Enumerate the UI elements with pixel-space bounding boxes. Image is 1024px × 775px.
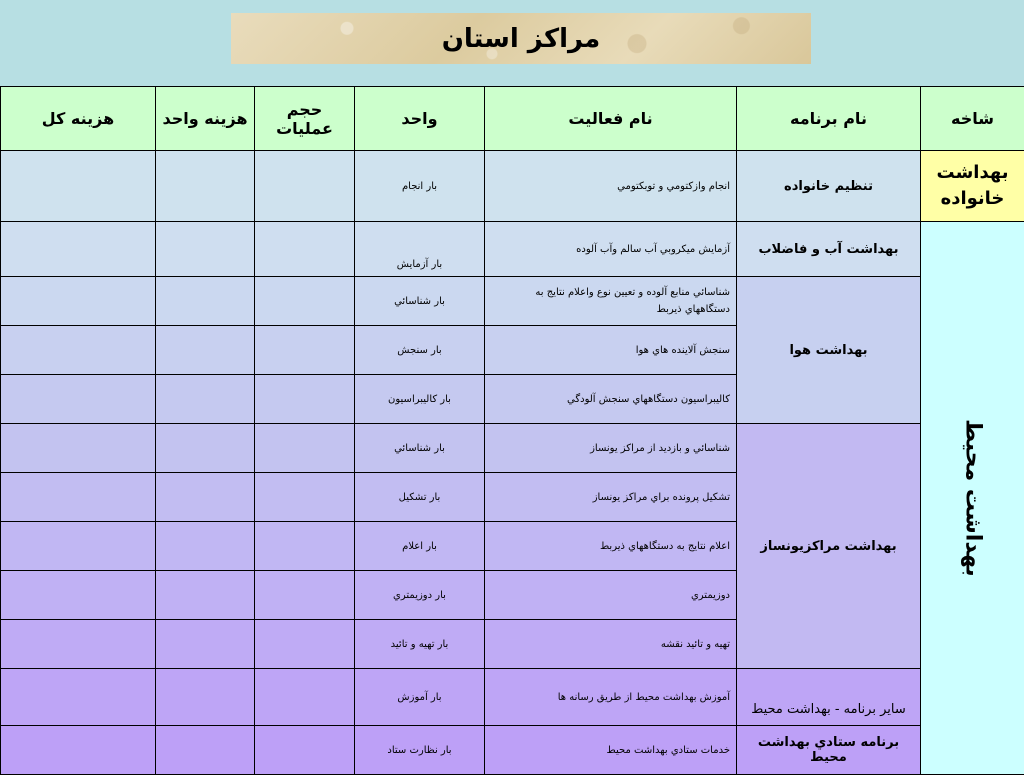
- activity-cell: خدمات ستادي بهداشت محيط: [485, 726, 737, 775]
- col-program: نام برنامه: [737, 87, 921, 151]
- branch-environment: [921, 222, 1024, 775]
- unit-cost-cell[interactable]: [156, 326, 255, 375]
- unit-cost-cell[interactable]: [156, 375, 255, 424]
- col-branch: شاخه: [921, 87, 1024, 151]
- header-row: [1, 87, 1024, 151]
- activity-cell: اعلام نتايج به دستگاههاي ذيربط: [485, 522, 737, 571]
- activity-cell: تشکيل پرونده براي مراکز يونساز: [485, 473, 737, 522]
- unit-cost-cell[interactable]: [156, 669, 255, 726]
- volume-cell[interactable]: [255, 151, 355, 222]
- unit-cost-cell[interactable]: [156, 571, 255, 620]
- volume-cell[interactable]: [255, 424, 355, 473]
- unit-cost-cell[interactable]: [156, 726, 255, 775]
- unit-cost-cell[interactable]: [156, 277, 255, 326]
- unit-cell: بار نظارت ستاد: [355, 726, 485, 775]
- program-cell: برنامه ستادي بهداشت محيط: [737, 726, 921, 775]
- unit-cell: بار سنجش: [355, 326, 485, 375]
- total-cost-cell[interactable]: [1, 726, 156, 775]
- unit-cell: بار کاليبراسيون: [355, 375, 485, 424]
- volume-cell[interactable]: [255, 326, 355, 375]
- activity-cell: آزمايش ميکروبي آب سالم وآب آلوده: [485, 222, 737, 277]
- branch-family: بهداشت خانواده: [921, 151, 1024, 222]
- volume-cell[interactable]: [255, 522, 355, 571]
- activity-cell: کاليبراسيون دستگاههاي سنجش آلودگي: [485, 375, 737, 424]
- program-cell: بهداشت هوا: [737, 277, 921, 424]
- unit-cell: بار تهيه و تائيد: [355, 620, 485, 669]
- volume-cell[interactable]: [255, 571, 355, 620]
- unit-cell: بار انجام: [355, 151, 485, 222]
- table-row: [1, 726, 1024, 775]
- volume-cell[interactable]: [255, 620, 355, 669]
- activity-cell: انجام وازکتومي و توبکتومي: [485, 151, 737, 222]
- volume-cell[interactable]: [255, 375, 355, 424]
- unit-cell: بار دوزيمتري: [355, 571, 485, 620]
- total-cost-cell[interactable]: [1, 620, 156, 669]
- unit-cell: بار تشکيل: [355, 473, 485, 522]
- activity-cell: شناسائي منابع آلوده و تعيين نوع واعلام نتايج به دستگاههاي ذيربط: [485, 277, 737, 326]
- volume-cell[interactable]: [255, 277, 355, 326]
- unit-cost-cell[interactable]: [156, 522, 255, 571]
- activity-cell: شناسائي و بازديد از مراکز يونساز: [485, 424, 737, 473]
- unit-cell: بار شناسائي: [355, 424, 485, 473]
- unit-cost-cell[interactable]: [156, 222, 255, 277]
- total-cost-cell[interactable]: [1, 375, 156, 424]
- table-row: [1, 424, 1024, 473]
- total-cost-cell[interactable]: [1, 424, 156, 473]
- unit-cell: بار آموزش: [355, 669, 485, 726]
- col-unit-cost: هزينه واحد: [156, 87, 255, 151]
- table-row: [1, 151, 1024, 222]
- unit-cost-cell[interactable]: [156, 620, 255, 669]
- program-cell: بهداشت مراکزيونساز: [737, 424, 921, 669]
- branch-environment-label: بهداشت محيط: [960, 419, 985, 577]
- program-cell: بهداشت آب و فاضلاب: [737, 222, 921, 277]
- total-cost-cell[interactable]: [1, 277, 156, 326]
- unit-cell: بار شناسائي: [355, 277, 485, 326]
- table-row: [1, 222, 1024, 277]
- volume-cell[interactable]: [255, 726, 355, 775]
- unit-cell: بار آزمايش: [355, 222, 485, 277]
- unit-cost-cell[interactable]: [156, 473, 255, 522]
- title-banner: [231, 13, 811, 64]
- program-cell: تنظيم خانواده: [737, 151, 921, 222]
- activity-cell: سنجش آلاينده هاي هوا: [485, 326, 737, 375]
- total-cost-cell[interactable]: [1, 669, 156, 726]
- activity-cell: تهيه و تائيد نقشه: [485, 620, 737, 669]
- volume-cell[interactable]: [255, 222, 355, 277]
- activity-cell: آموزش بهداشت محيط از طريق رسانه ها: [485, 669, 737, 726]
- program-cell: ساير برنامه - بهداشت محيط: [737, 669, 921, 726]
- table-row: [1, 277, 1024, 326]
- activity-cell: دوزيمتري: [485, 571, 737, 620]
- col-unit: واحد: [355, 87, 485, 151]
- unit-cell: بار اعلام: [355, 522, 485, 571]
- total-cost-cell[interactable]: [1, 222, 156, 277]
- total-cost-cell[interactable]: [1, 571, 156, 620]
- table-row: [1, 669, 1024, 726]
- col-total-cost: هزينه کل: [1, 87, 156, 151]
- volume-cell[interactable]: [255, 669, 355, 726]
- page-title: مراکز استان: [442, 24, 601, 54]
- col-activity: نام فعاليت: [485, 87, 737, 151]
- unit-cost-cell[interactable]: [156, 151, 255, 222]
- col-volume: حجم عمليات: [255, 87, 355, 151]
- activities-table: [0, 86, 1024, 775]
- total-cost-cell[interactable]: [1, 522, 156, 571]
- total-cost-cell[interactable]: [1, 326, 156, 375]
- volume-cell[interactable]: [255, 473, 355, 522]
- unit-cost-cell[interactable]: [156, 424, 255, 473]
- total-cost-cell[interactable]: [1, 151, 156, 222]
- total-cost-cell[interactable]: [1, 473, 156, 522]
